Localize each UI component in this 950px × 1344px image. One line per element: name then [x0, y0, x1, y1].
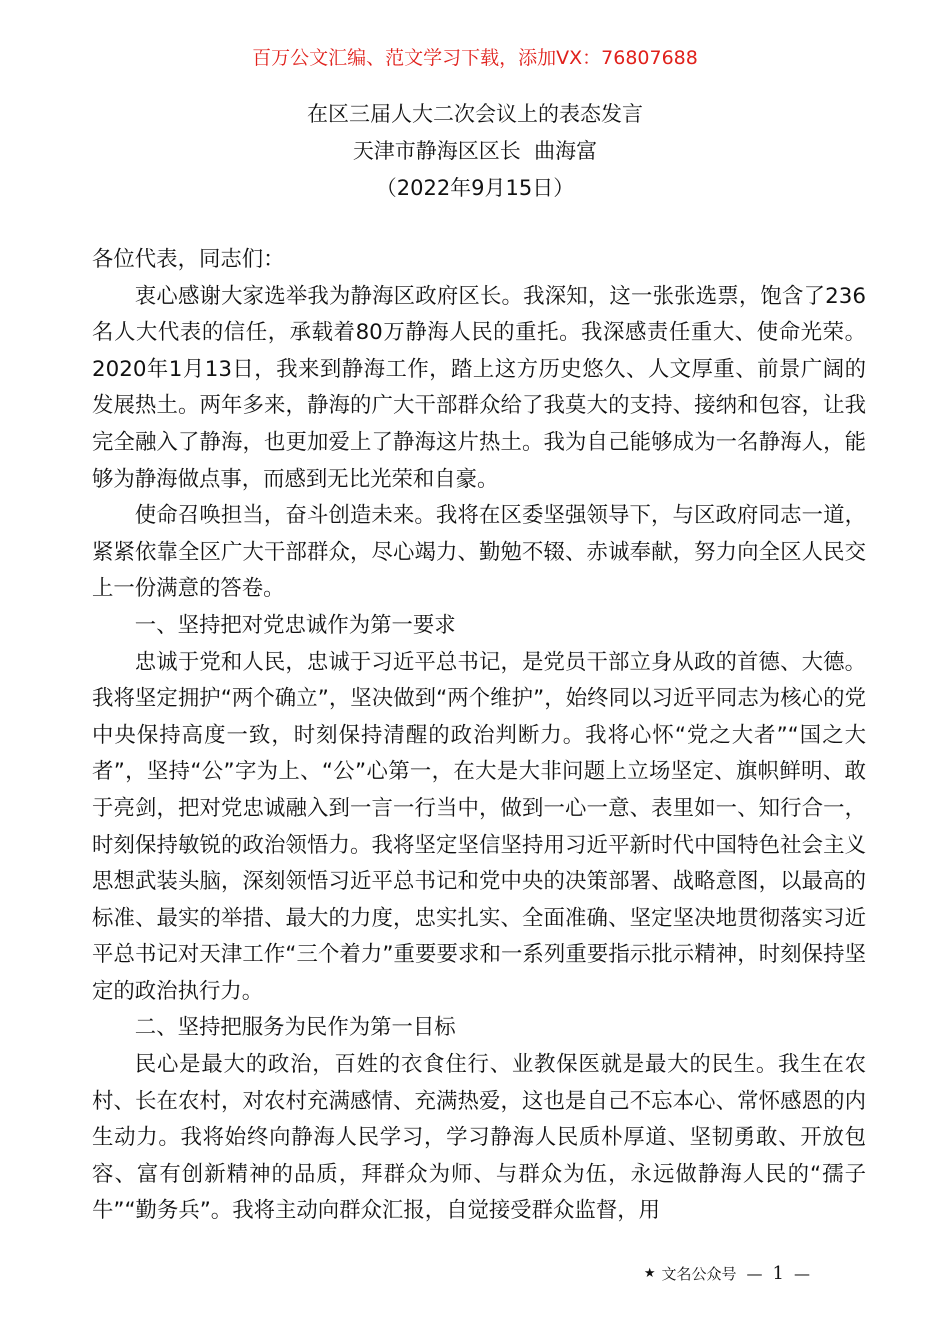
paragraph: 衷心感谢大家选举我为静海区政府区长。我深知，这一张张选票，饱含了236名人大代表的信任，承载着80万静海人民的重托。我深感责任重大、使命光荣。2020年1月13日，我来到静海工作，踏上这方历史悠久、人文厚重、前景广阔的发展热土。两年多来，静海的广大干部群众给了我莫大的支持、接纳和包容，让我完全融入了静海，也更加爱上了静海这片热土。我为自己能够成为一名静海人，能够为静海做点事，而感到无比光荣和自豪。	[92, 283, 866, 492]
document-title: 在区三届人大二次会议上的表态发言	[307, 102, 643, 126]
section-heading: 一、坚持把对党忠诚作为第一要求	[134, 612, 456, 638]
section-heading: 二、坚持把服务为民作为第一目标	[134, 1015, 456, 1041]
document-body	[92, 242, 866, 1230]
page-footer	[644, 1262, 820, 1286]
paragraph: 使命召唤担当，奋斗创造未来。我将在区委坚强领导下，与区政府同志一道，紧紧依靠全区广大干部群众，尽心竭力、勤勉不辍、赤诚奉献，努力向全区人民交上一份满意的答卷。	[92, 503, 866, 602]
speaker-line: 天津市静海区区长 曲海富	[352, 139, 598, 163]
page-number: 1	[772, 1263, 784, 1284]
page-number-dash-left: —	[746, 1264, 763, 1283]
footer-label: 文名公众号	[661, 1265, 737, 1283]
page-number-dash-right: —	[794, 1264, 810, 1283]
promo-banner: 百万公文汇编、范文学习下载，添加VX：76807688	[252, 47, 698, 69]
speech-date: （2022年9月15日）	[375, 176, 575, 200]
document-header	[0, 96, 950, 207]
paragraph: 民心是最大的政治，百姓的衣食住行、业教保医就是最大的民生。我生在农村、长在农村，对农村充满感情、充满热爱，这也是自己不忘本心、常怀感恩的内生动力。我将始终向静海人民学习，学习静海人民质朴厚道、坚韧勇敢、开放包容、富有创新精神的品质，拜群众为师、与群众为伍，永远做静海人民的“孺子牛”“勤务兵”。我将主动向群众汇报，自觉接受群众监督，用	[92, 1052, 866, 1224]
salutation: 各位代表，同志们：	[92, 247, 285, 272]
star-icon: ★	[643, 1266, 656, 1281]
paragraph: 忠诚于党和人民，忠诚于习近平总书记，是党员干部立身从政的首德、大德。我将坚定拥护“两个确立”，坚决做到“两个维护”，始终同以习近平同志为核心的党中央保持高度一致，时刻保持清醒的政治判断力。我将心怀“党之大者”“国之大者”，坚持“公”字为上、“公”心第一，在大是大非问题上立场坚定、旗帜鲜明、敢于亮剑，把对党忠诚融入到一言一行当中，做到一心一意、表里如一、知行合一，时刻保持敏锐的政治领悟力。我将坚定坚信坚持用习近平新时代中国特色社会主义思想武装头脑，深刻领悟习近平总书记和党中央的决策部署、战略意图，以最高的标准、最实的举措、最大的力度，忠实扎实、全面准确、坚定坚决地贯彻落实习近平总书记对天津工作“三个着力”重要要求和一系列重要指示批示精神，时刻保持坚定的政治执行力。	[92, 649, 866, 1004]
